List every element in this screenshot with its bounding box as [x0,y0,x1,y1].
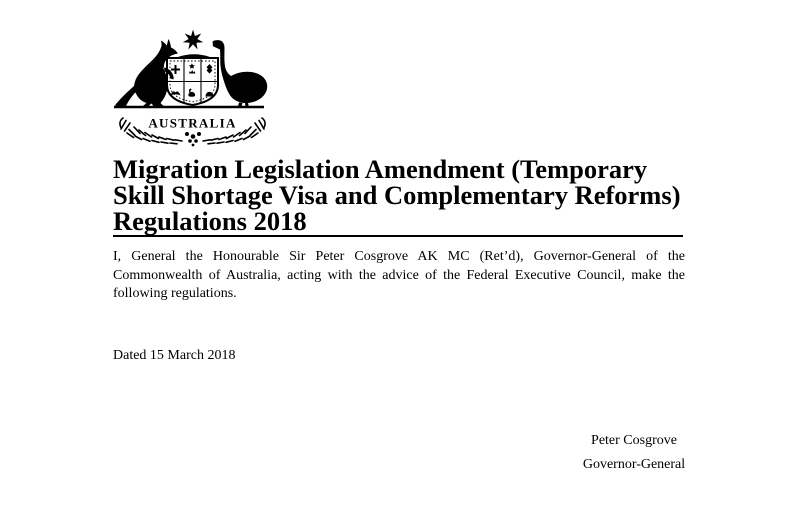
title-line-2: Skill Shortage Visa and Complementary Reforms) [113,180,681,210]
signature-block [434,429,798,476]
australian-coat-of-arms [112,25,272,147]
title-line-3: Regulations 2018 [113,206,307,236]
wattle-flowers-icon [185,132,201,146]
enacting-clause: I, General the Honourable Sir Peter Cosgrove AK MC (Ret’d), Governor-General of the Commonwealth of Australia, acting with the advice of the Federal Executive Council, make the following regulations. [113,249,685,302]
signatory-name: Peter Cosgrove [591,433,677,448]
coat-of-arms-graphic [112,25,272,147]
commonwealth-star-icon [183,30,203,50]
page-title [113,156,683,237]
shield-icon [167,58,218,105]
crest-wreath [178,54,210,58]
signatory-role: Governor-General [582,456,686,472]
dated-line: Dated 15 March 2018 [113,348,236,363]
title-line-1: Migration Legislation Amendment (Temporary [113,154,648,184]
arms-banner-text: AUSTRALIA [148,115,237,131]
kangaroo-icon [114,39,178,108]
emu-icon [213,40,268,108]
